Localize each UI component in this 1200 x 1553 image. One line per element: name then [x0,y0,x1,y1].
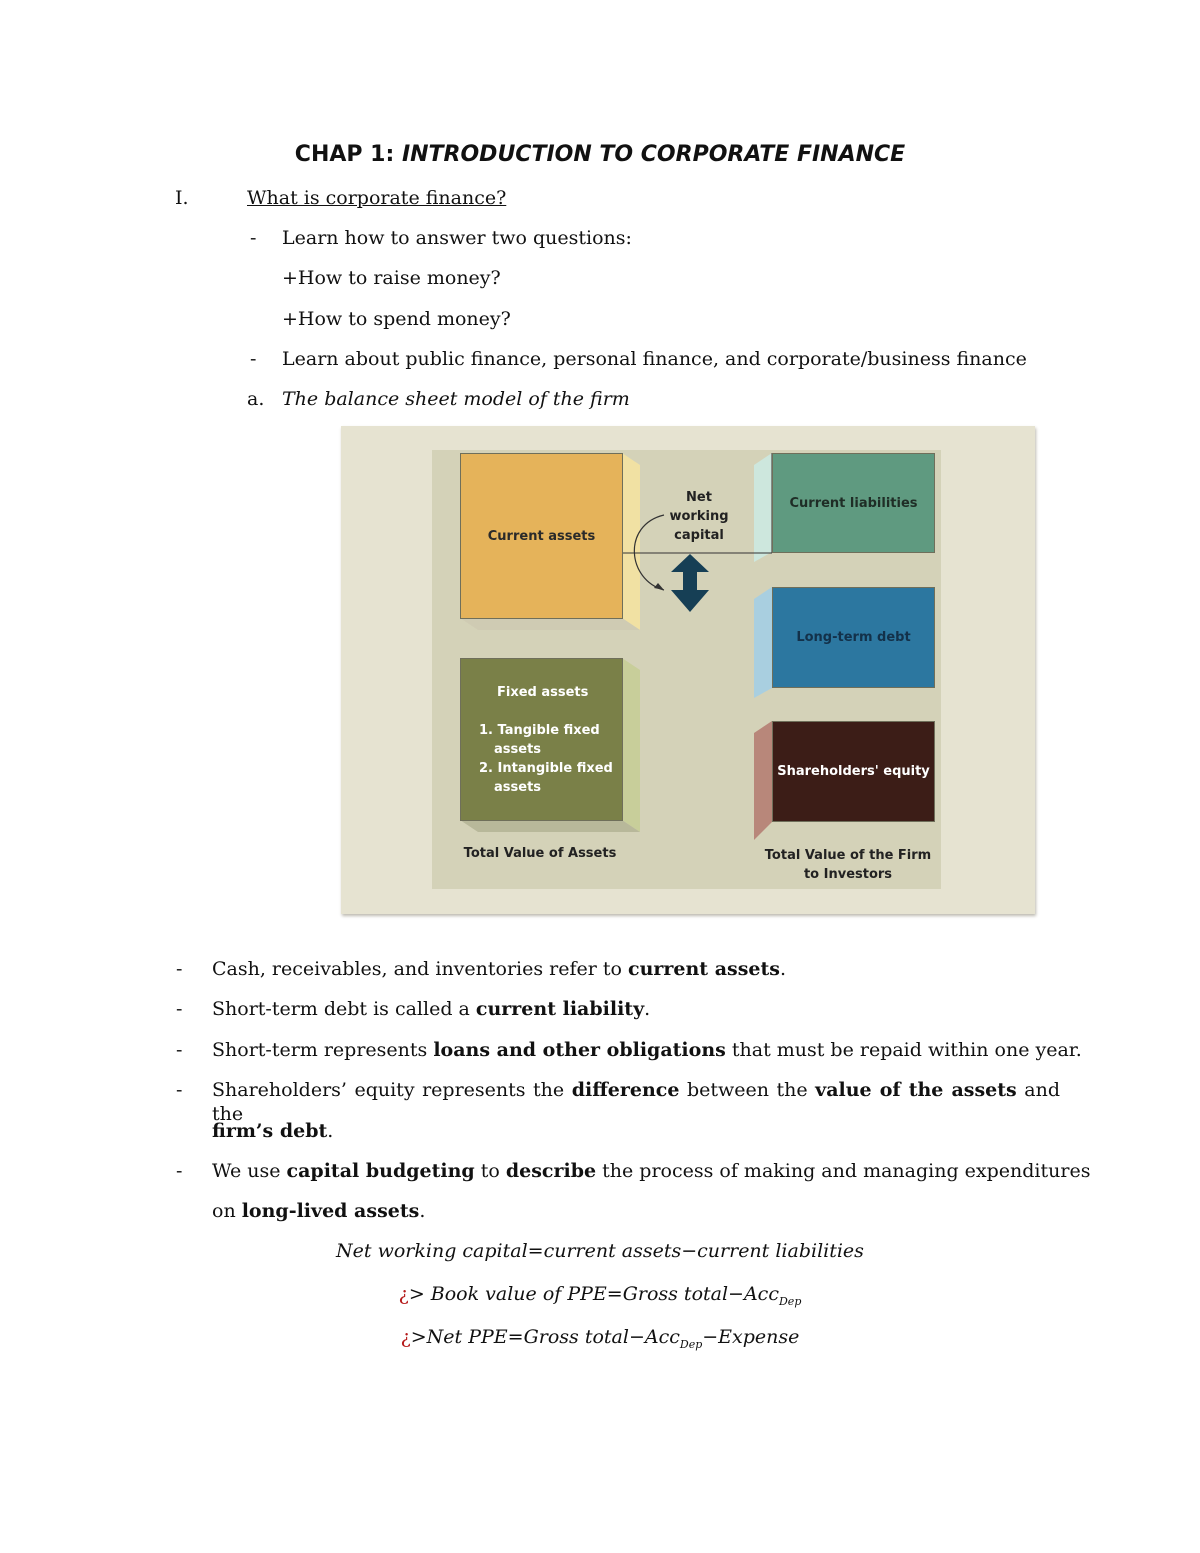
section-heading: What is corporate finance? [247,187,507,209]
fixed-assets-item-1: 1. Tangible fixed [479,723,600,738]
bullet-short-term: Short-term represents loans and other obligations that must be repaid within one year. [212,1039,1082,1061]
formula-net-ppe: ¿>Net PPE=Gross total−Acc$_{Dep}$−Expense [400,1326,800,1351]
shareholders-equity-box [772,721,935,822]
fixed-assets-title: Fixed assets [497,685,589,700]
fixed-assets-box [460,658,623,821]
spend-money-text: +How to spend money? [282,308,511,330]
current-assets-label: Current assets [487,528,596,544]
net-working-capital-label: Net working capital [669,490,729,543]
formula-book-value-ppe: ¿> Book value of PPE=Gross total−Acc$_{Dep}$ [398,1283,802,1308]
shareholders-equity-side [754,721,772,840]
bullet-current-liability: Short-term debt is called a current liability. [212,998,651,1020]
curved-arrow-head [654,583,664,590]
raise-money-text: +How to raise money? [282,267,501,289]
balance-sheet-figure [341,426,1035,914]
section-numeral: I. [175,187,189,209]
figure-panel [432,450,941,889]
formula-net-working-capital: Net working capital=current assets−current liabilities [336,1240,864,1262]
bullet-dash-5: - [176,1160,183,1182]
bullet-dash-4: - [176,1079,183,1101]
subsection-title: The balance sheet model of the firm [282,388,630,410]
current-liabilities-side [754,453,772,562]
double-arrow-icon [671,554,709,612]
shareholders-equity-label: Shareholders' equity [777,764,930,779]
subsection-letter: a. [247,388,265,410]
long-term-debt-box [772,587,935,688]
fixed-assets-item-2: 2. Intangible fixed [479,761,613,776]
bullet-shareholders-equity-line2: firm’s debt. [212,1120,334,1142]
bullet-current-assets: Cash, receivables, and inventories refer to current assets. [212,958,787,980]
current-liabilities-label: Current liabilities [789,495,918,511]
learn-questions-text: Learn how to answer two questions: [282,227,632,249]
bullet-capital-budgeting-line1: We use capital budgeting to describe the process of making and managing expenditures [212,1160,1091,1182]
fixed-assets-bottom [460,820,640,832]
title-main: INTRODUCTION TO CORPORATE FINANCE [401,142,906,167]
fixed-assets-item-2b: assets [494,780,542,795]
current-liabilities-box [772,453,935,553]
page-title [0,142,1200,167]
bullet-dash-2: - [176,998,183,1020]
current-assets-bottom [460,618,640,630]
total-firm-label: Total Value of the Firm to Investors [764,848,932,882]
current-assets-box [460,453,623,619]
total-assets-label: Total Value of Assets [463,846,617,861]
bullet-dash-3: - [176,1039,183,1061]
fixed-assets-item-1b: assets [494,742,542,757]
bullet-shareholders-equity-line1: Shareholders’ equity represents the difference between the value of the assets and the [212,1079,1060,1125]
dash-2: - [250,348,257,370]
learn-about-text: Learn about public finance, personal finance, and corporate/business finance [282,348,1027,370]
current-assets-side [622,453,640,630]
title-prefix: CHAP 1: [294,142,402,167]
bullet-dash-1: - [176,958,183,980]
long-term-debt-label: Long-term debt [796,630,911,645]
bullet-capital-budgeting-line2: on long-lived assets. [212,1200,426,1222]
dash-1: - [250,227,257,249]
long-term-debt-side [754,587,772,698]
fixed-assets-side [622,658,640,832]
